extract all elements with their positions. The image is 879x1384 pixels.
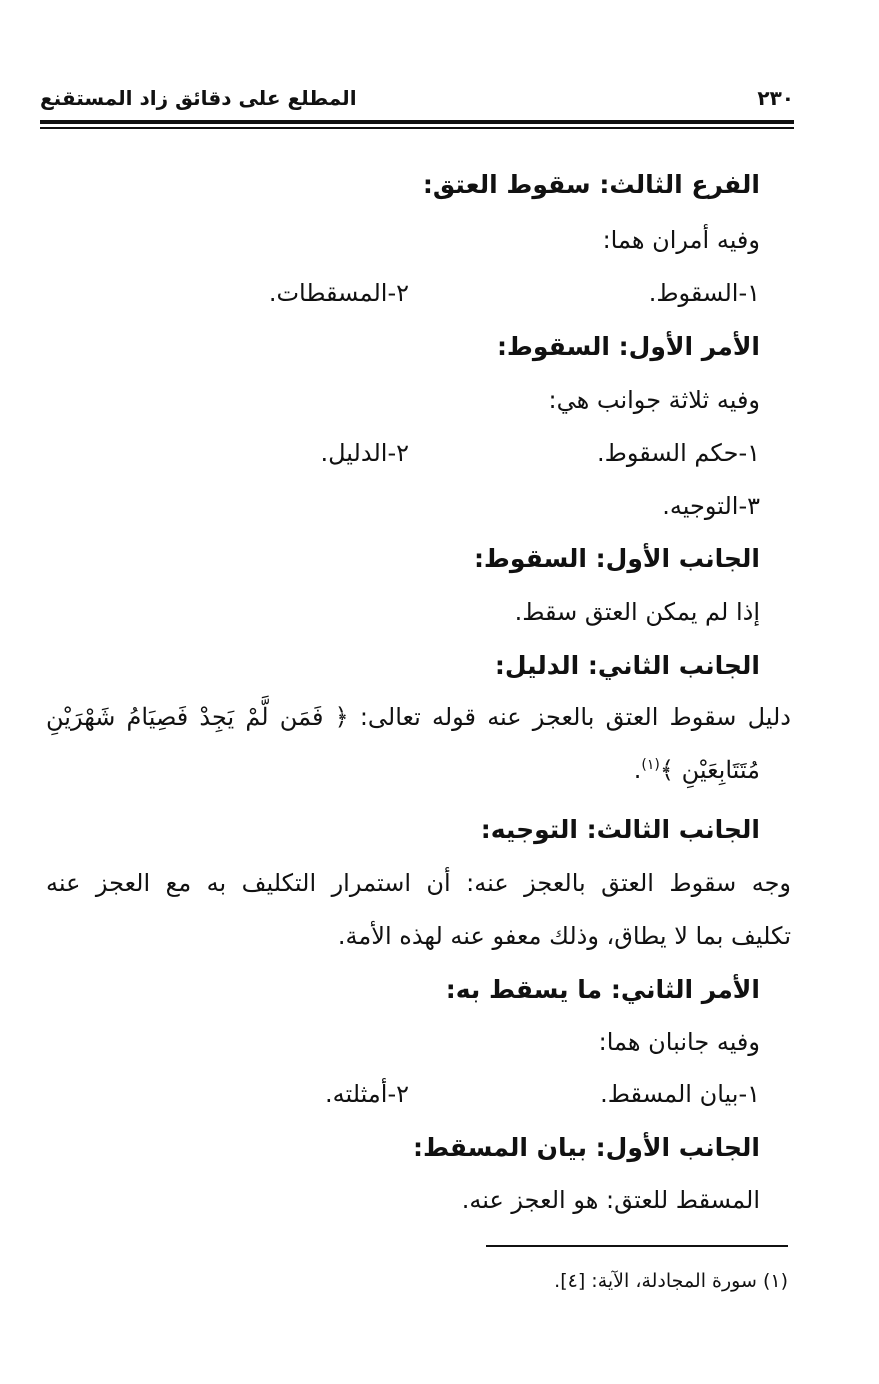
footnote: (١) سورة المجادلة، الآية: [٤]. xyxy=(554,1270,788,1292)
list-item-statement: ١-بيان المسقط. xyxy=(600,1080,760,1108)
footnote-ref: (١) xyxy=(641,757,660,773)
heading-aspect-2: الجانب الثاني: الدليل: xyxy=(494,651,760,680)
paragraph-evidence-cont: مُتَتَابِعَيْنِ ﴾$^{(١)}$. xyxy=(633,756,760,784)
header-rule-thin xyxy=(40,127,794,129)
intro-three-aspects: وفيه ثلاثة جوانب هي: xyxy=(548,386,760,414)
list-item-evidence: ٢-الدليل. xyxy=(320,439,409,467)
heading-aspect-3: الجانب الثالث: التوجيه: xyxy=(480,815,760,844)
list-item-causes: ٢-المسقطات. xyxy=(268,279,409,307)
list-item-rationale: ٣-التوجيه. xyxy=(662,492,760,520)
header-rule-thick xyxy=(40,120,794,124)
quran-verse-cont: مُتَتَابِعَيْنِ ﴾ xyxy=(659,756,760,784)
heading-matter-1: الأمر الأول: السقوط: xyxy=(496,332,760,361)
paragraph-rationale-2: تكليف بما لا يطاق، وذلك معفو عنه لهذه الأمة. xyxy=(337,922,791,950)
heading-matter-2: الأمر الثاني: ما يسقط به: xyxy=(445,975,760,1004)
intro-two-aspects: وفيه جانبان هما: xyxy=(598,1028,760,1056)
page-header xyxy=(40,86,794,116)
quran-verse: ﴿ فَمَن لَّمْ يَجِدْ فَصِيَامُ شَهْرَيْنِ xyxy=(46,703,349,731)
page-number: ٢٣٠ xyxy=(757,86,794,110)
list-item-examples: ٢-أمثلته. xyxy=(325,1080,409,1108)
running-title: المطلع على دقائق زاد المستقنع xyxy=(40,86,357,110)
footnote-rule xyxy=(486,1245,788,1247)
paragraph-aspect-1: إذا لم يمكن العتق سقط. xyxy=(514,598,760,626)
intro-two-matters: وفيه أمران هما: xyxy=(602,226,760,254)
paragraph-evidence xyxy=(46,705,791,729)
paragraph-rationale-1: وجه سقوط العتق بالعجز عنه: أن استمرار التكليف به مع العجز عنه xyxy=(46,869,791,897)
list-item-fall: ١-السقوط. xyxy=(648,279,760,307)
heading-aspect-1: الجانب الأول: السقوط: xyxy=(473,544,760,573)
heading-aspect-1b: الجانب الأول: بيان المسقط: xyxy=(413,1133,760,1162)
list-item-ruling: ١-حكم السقوط. xyxy=(597,439,760,467)
heading-branch-3: الفرع الثالث: سقوط العتق: xyxy=(422,170,760,199)
evidence-text: دليل سقوط العتق بالعجز عنه قوله تعالى: xyxy=(359,703,791,731)
paragraph-aspect-1b: المسقط للعتق: هو العجز عنه. xyxy=(461,1186,760,1214)
